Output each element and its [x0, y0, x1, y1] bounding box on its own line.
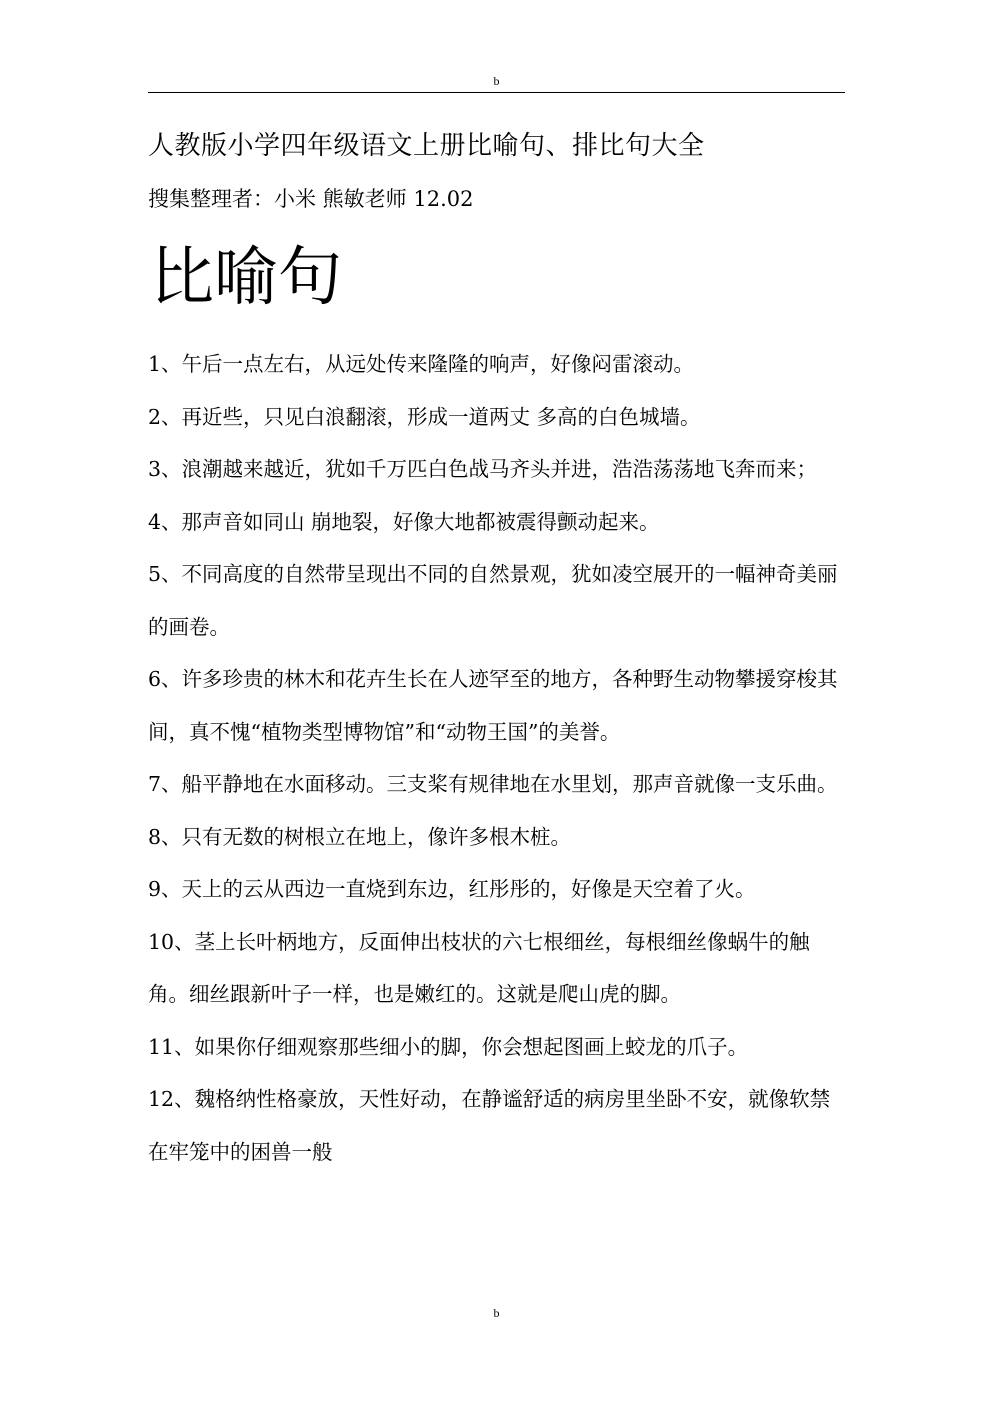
page-footer-mark: b: [493, 1306, 500, 1320]
author-line: 搜集整理者：小米 熊敏老师 12.02: [148, 187, 474, 211]
list-item: 1、午后一点左右，从远处传来隆隆的响声，好像闷雷滚动。: [148, 352, 695, 376]
list-item: 2、再近些，只见白浪翻滚，形成一道两丈 多高的白色城墙。: [148, 404, 701, 429]
header-divider: [148, 92, 845, 93]
list-item: 4、那声音如同山 崩地裂，好像大地都被震得颤动起来。: [148, 509, 660, 534]
document-title: 人教版小学四年级语文上册比喻句、排比句大全: [148, 131, 705, 161]
page-header-mark: b: [493, 74, 500, 88]
list-item: 5、不同高度的自然带呈现出不同的自然景观，犹如凌空展开的一幅神奇美丽的画卷。: [148, 562, 838, 639]
list-item: 12、魏格纳性格豪放，天性好动，在静谧舒适的病房里坐卧不安，就像软禁在牢笼中的困兽一般: [148, 1087, 831, 1164]
list-item: 6、许多珍贵的林木和花卉生长在人迹罕至的地方，各种野生动物攀援穿梭其间，真不愧“植物类型博物馆”和“动物王国”的美誉。: [148, 667, 838, 744]
section-heading: 比喻句: [150, 241, 342, 315]
list-item: 3、浪潮越来越近，犹如千万匹白色战马齐头并进，浩浩荡荡地飞奔而来；: [148, 457, 818, 481]
list-item: 9、天上的云从西边一直烧到东边，红彤彤的，好像是天空着了火。: [148, 877, 756, 901]
list-item: 8、只有无数的树根立在地上，像许多根木桩。: [148, 824, 572, 849]
list-item: 11、如果你仔细观察那些细小的脚，你会想起图画上蛟龙的爪子。: [148, 1034, 749, 1059]
simile-list: [148, 338, 848, 1178]
list-item: 7、船平静地在水面移动。三支桨有规律地在水里划，那声音就像一支乐曲。: [148, 772, 838, 796]
list-item: 10、茎上长叶柄地方，反面伸出枝状的六七根细丝，每根细丝像蜗牛的触角。细丝跟新叶子一样，也是嫩红的。这就是爬山虎的脚。: [148, 929, 810, 1006]
